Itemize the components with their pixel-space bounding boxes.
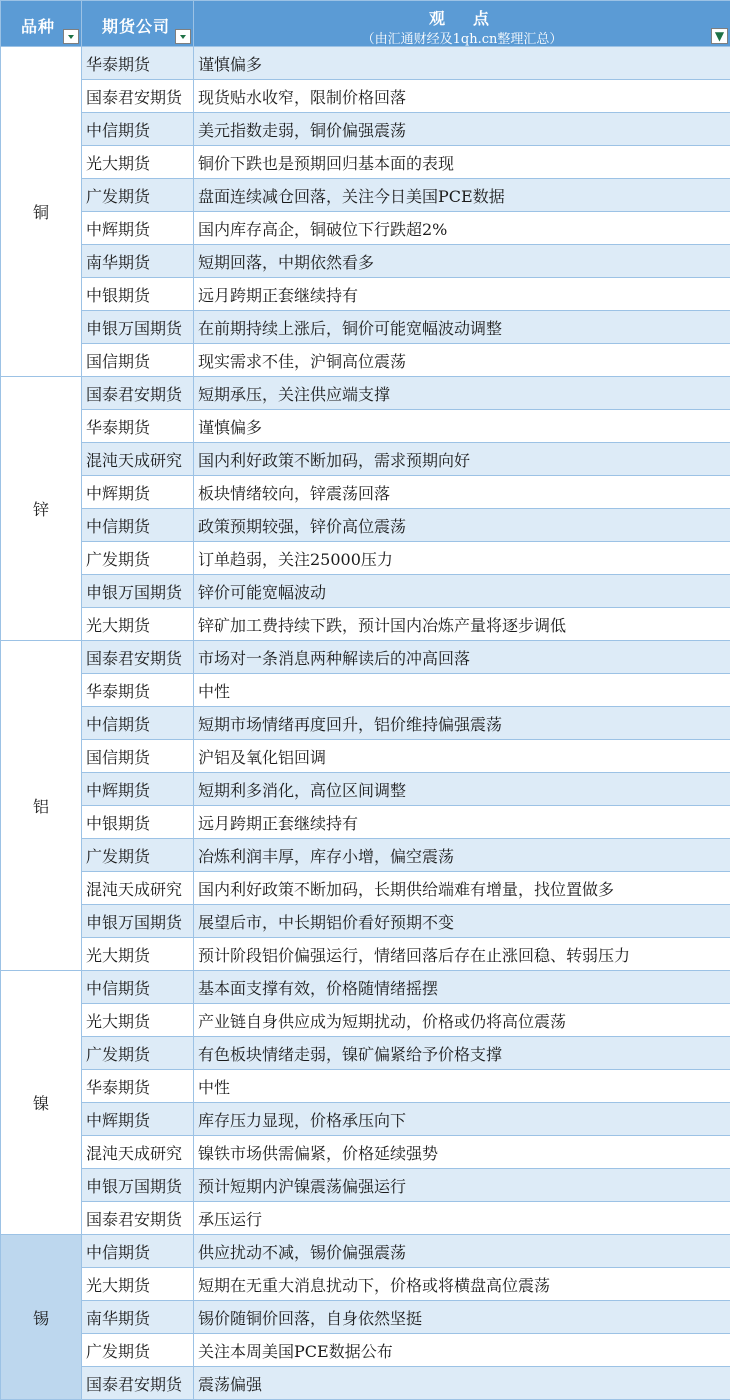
company-cell: 中信期货: [82, 1235, 194, 1268]
view-cell: 锌矿加工费持续下跌，预计国内冶炼产量将逐步调低: [194, 608, 730, 641]
view-cell: 现货贴水收窄，限制价格回落: [194, 80, 730, 113]
table-row: [1, 1070, 730, 1103]
table-row: [1, 1103, 730, 1136]
company-cell: 申银万国期货: [82, 1169, 194, 1202]
table-row: [1, 1004, 730, 1037]
company-cell: 国信期货: [82, 344, 194, 377]
view-cell: 库存压力显现，价格承压向下: [194, 1103, 730, 1136]
view-cell: 短期在无重大消息扰动下，价格或将横盘高位震荡: [194, 1268, 730, 1301]
variety-cell: 锌: [1, 377, 82, 641]
view-cell: 镍铁市场供需偏紧，价格延续强势: [194, 1136, 730, 1169]
view-cell: 产业链自身供应成为短期扰动，价格或仍将高位震荡: [194, 1004, 730, 1037]
header-company: [82, 1, 194, 47]
view-cell: 沪铝及氧化铝回调: [194, 740, 730, 773]
table-row: [1, 773, 730, 806]
company-cell: 光大期货: [82, 608, 194, 641]
table-row: [1, 971, 730, 1004]
view-cell: 基本面支撑有效，价格随情绪摇摆: [194, 971, 730, 1004]
company-cell: 国泰君安期货: [82, 1367, 194, 1400]
company-cell: 华泰期货: [82, 410, 194, 443]
company-cell: 申银万国期货: [82, 905, 194, 938]
header-view-subtitle: （由汇通财经及1qh.cn整理汇总）: [361, 32, 563, 47]
company-cell: 南华期货: [82, 1301, 194, 1334]
variety-cell: 铝: [1, 641, 82, 971]
table-row: [1, 47, 730, 80]
table-row: [1, 1367, 730, 1400]
company-cell: 国泰君安期货: [82, 1202, 194, 1235]
table-row: [1, 1169, 730, 1202]
variety-cell: 镍: [1, 971, 82, 1235]
view-cell: 谨慎偏多: [194, 410, 730, 443]
view-cell: 盘面连续减仓回落，关注今日美国PCE数据: [194, 179, 730, 212]
table-row: [1, 1037, 730, 1070]
company-cell: 中辉期货: [82, 1103, 194, 1136]
table-row: [1, 707, 730, 740]
table-row: [1, 1301, 730, 1334]
view-cell: 震荡偏强: [194, 1367, 730, 1400]
table-row: [1, 641, 730, 674]
view-cell: 美元指数走弱，铜价偏强震荡: [194, 113, 730, 146]
table-row: [1, 344, 730, 377]
view-filter-active-icon[interactable]: ▼: [711, 28, 728, 44]
company-cell: 申银万国期货: [82, 311, 194, 344]
view-cell: 预计阶段铝价偏强运行，情绪回落后存在止涨回稳、转弱压力: [194, 938, 730, 971]
header-row: [1, 1, 730, 47]
company-cell: 申银万国期货: [82, 575, 194, 608]
view-cell: 短期承压，关注供应端支撑: [194, 377, 730, 410]
view-cell: 关注本周美国PCE数据公布: [194, 1334, 730, 1367]
table-row: [1, 179, 730, 212]
company-cell: 中辉期货: [82, 773, 194, 806]
table-row: [1, 1235, 730, 1268]
view-cell: 有色板块情绪走弱，镍矿偏紧给予价格支撑: [194, 1037, 730, 1070]
table-row: [1, 410, 730, 443]
company-cell: 南华期货: [82, 245, 194, 278]
table-row: [1, 1202, 730, 1235]
header-variety: [1, 1, 82, 47]
company-cell: 光大期货: [82, 938, 194, 971]
table-row: [1, 938, 730, 971]
table-row: [1, 1268, 730, 1301]
company-cell: 国信期货: [82, 740, 194, 773]
company-cell: 国泰君安期货: [82, 641, 194, 674]
table-row: [1, 575, 730, 608]
table-row: [1, 80, 730, 113]
view-cell: 锡价随铜价回落，自身依然坚挺: [194, 1301, 730, 1334]
table-row: [1, 377, 730, 410]
view-cell: 国内库存高企，铜破位下行跌超2%: [194, 212, 730, 245]
view-cell: 短期利多消化，高位区间调整: [194, 773, 730, 806]
view-cell: 在前期持续上涨后，铜价可能宽幅波动调整: [194, 311, 730, 344]
company-cell: 混沌天成研究: [82, 872, 194, 905]
header-variety-label: 品种: [21, 17, 56, 36]
company-cell: 光大期货: [82, 146, 194, 179]
table-row: [1, 1334, 730, 1367]
header-view-label: 观 点: [428, 9, 495, 28]
company-cell: 中银期货: [82, 806, 194, 839]
view-cell: 中性: [194, 674, 730, 707]
company-cell: 混沌天成研究: [82, 1136, 194, 1169]
view-cell: 市场对一条消息两种解读后的冲高回落: [194, 641, 730, 674]
view-cell: 远月跨期正套继续持有: [194, 278, 730, 311]
view-cell: 国内利好政策不断加码，需求预期向好: [194, 443, 730, 476]
table-row: [1, 839, 730, 872]
company-cell: 华泰期货: [82, 47, 194, 80]
company-cell: 中信期货: [82, 509, 194, 542]
view-cell: 冶炼利润丰厚，库存小增，偏空震荡: [194, 839, 730, 872]
header-company-label: 期货公司: [102, 17, 171, 36]
company-cell: 中辉期货: [82, 212, 194, 245]
variety-cell: 铜: [1, 47, 82, 377]
header-view: [194, 1, 730, 47]
view-cell: 国内利好政策不断加码，长期供给端难有增量，找位置做多: [194, 872, 730, 905]
view-cell: 现实需求不佳，沪铜高位震荡: [194, 344, 730, 377]
table-row: [1, 542, 730, 575]
company-cell: 中辉期货: [82, 476, 194, 509]
company-cell: 混沌天成研究: [82, 443, 194, 476]
company-cell: 中信期货: [82, 707, 194, 740]
variety-cell: 锡: [1, 1235, 82, 1400]
table-row: [1, 806, 730, 839]
variety-filter-dropdown-icon[interactable]: [63, 29, 79, 44]
table-row: [1, 740, 730, 773]
table-row: [1, 113, 730, 146]
table-row: [1, 1136, 730, 1169]
table-row: [1, 212, 730, 245]
view-cell: 板块情绪较向，锌震荡回落: [194, 476, 730, 509]
company-filter-dropdown-icon[interactable]: [175, 29, 191, 44]
table-row: [1, 476, 730, 509]
view-cell: 短期市场情绪再度回升，铝价维持偏强震荡: [194, 707, 730, 740]
company-cell: 中信期货: [82, 113, 194, 146]
view-cell: 铜价下跌也是预期回归基本面的表现: [194, 146, 730, 179]
company-cell: 广发期货: [82, 542, 194, 575]
view-cell: 承压运行: [194, 1202, 730, 1235]
company-cell: 国泰君安期货: [82, 377, 194, 410]
table-row: [1, 146, 730, 179]
table-row: [1, 872, 730, 905]
company-cell: 广发期货: [82, 179, 194, 212]
table-row: [1, 311, 730, 344]
table-body: [1, 47, 730, 1400]
view-cell: 短期回落，中期依然看多: [194, 245, 730, 278]
company-cell: 华泰期货: [82, 1070, 194, 1103]
table-row: [1, 278, 730, 311]
view-cell: 展望后市，中长期铝价看好预期不变: [194, 905, 730, 938]
company-cell: 中信期货: [82, 971, 194, 1004]
company-cell: 广发期货: [82, 839, 194, 872]
company-cell: 光大期货: [82, 1004, 194, 1037]
view-cell: 供应扰动不减，锡价偏强震荡: [194, 1235, 730, 1268]
company-cell: 广发期货: [82, 1334, 194, 1367]
company-cell: 国泰君安期货: [82, 80, 194, 113]
table-row: [1, 905, 730, 938]
view-cell: 锌价可能宽幅波动: [194, 575, 730, 608]
view-cell: 谨慎偏多: [194, 47, 730, 80]
table-row: [1, 443, 730, 476]
table-row: [1, 245, 730, 278]
company-cell: 广发期货: [82, 1037, 194, 1070]
view-cell: 中性: [194, 1070, 730, 1103]
table-row: [1, 608, 730, 641]
table-row: [1, 674, 730, 707]
company-cell: 中银期货: [82, 278, 194, 311]
company-cell: 光大期货: [82, 1268, 194, 1301]
view-cell: 预计短期内沪镍震荡偏强运行: [194, 1169, 730, 1202]
company-cell: 华泰期货: [82, 674, 194, 707]
view-cell: 订单趋弱，关注25000压力: [194, 542, 730, 575]
table-row: [1, 509, 730, 542]
view-cell: 远月跨期正套继续持有: [194, 806, 730, 839]
view-cell: 政策预期较强，锌价高位震荡: [194, 509, 730, 542]
